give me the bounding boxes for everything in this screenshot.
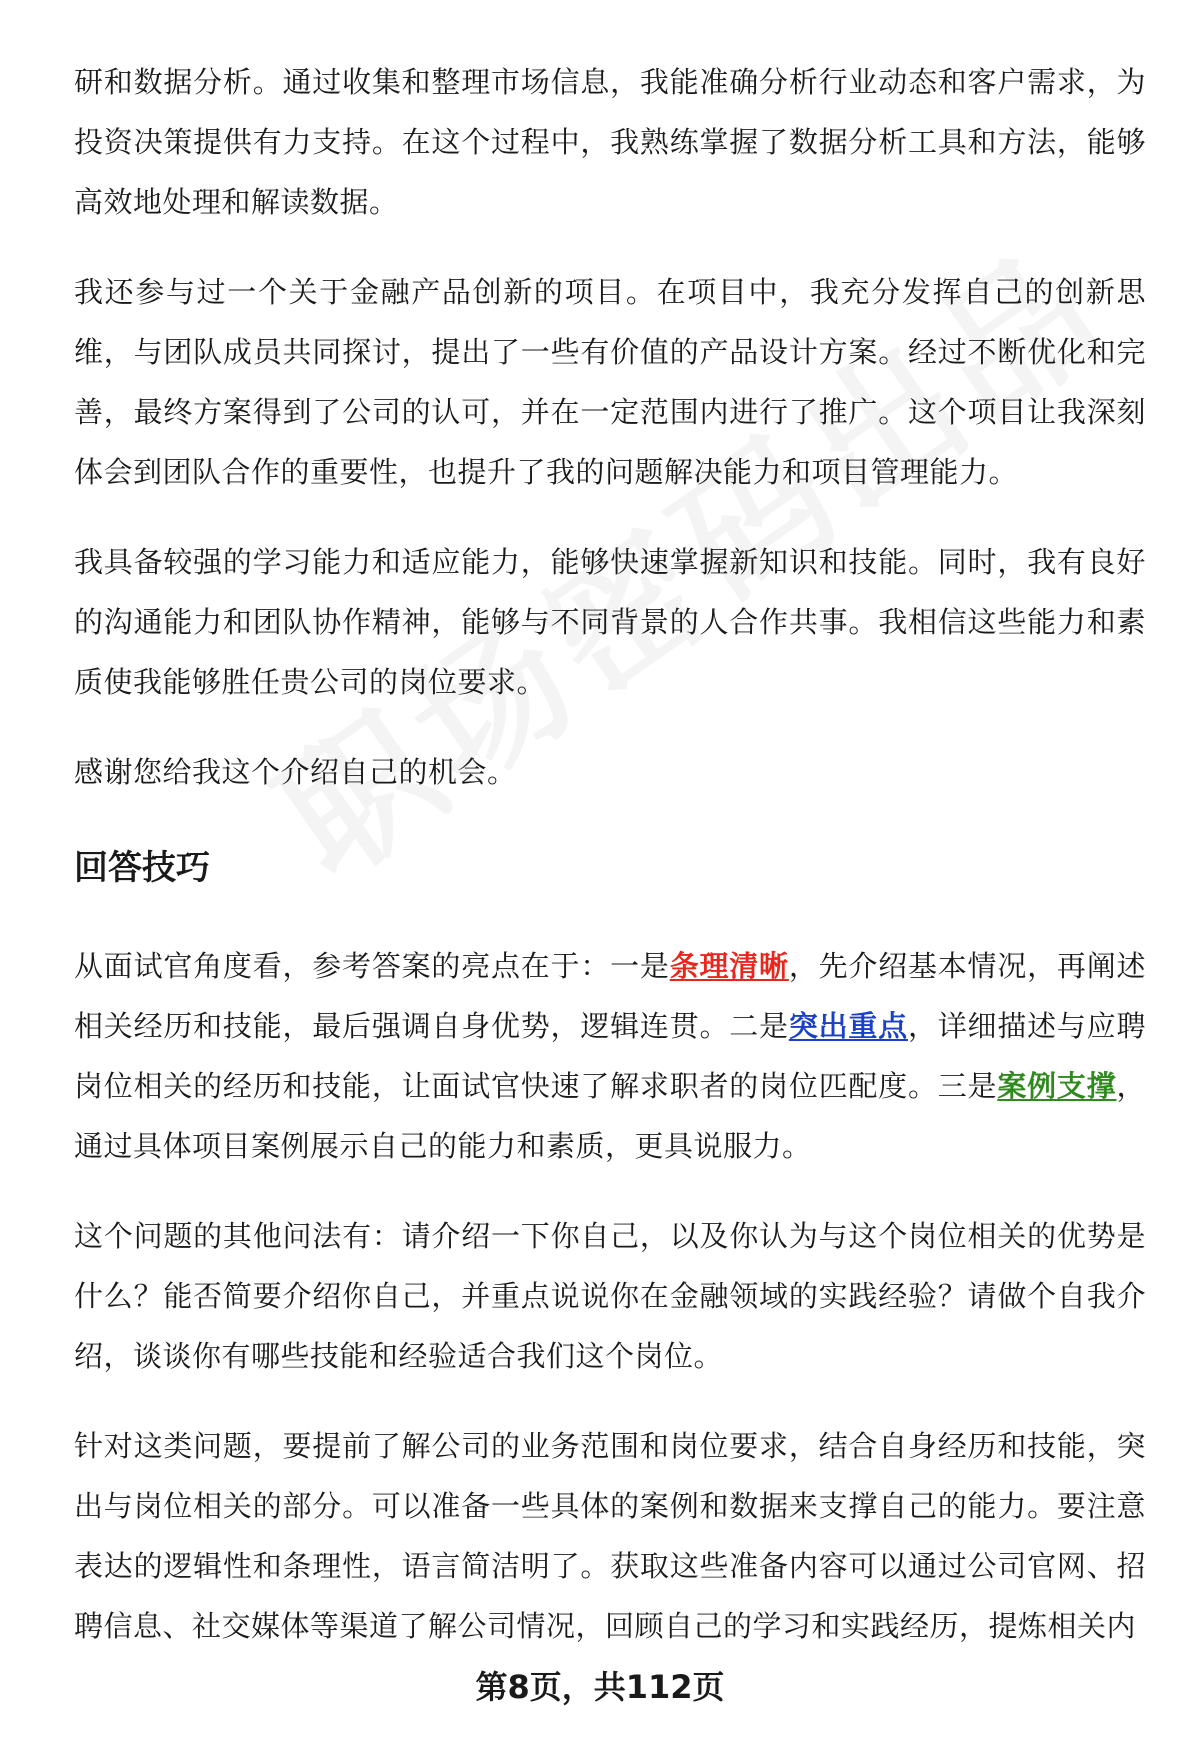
paragraph: 针对这类问题，要提前了解公司的业务范围和岗位要求，结合自身经历和技能，突出与岗位相关的部分。可以准备一些具体的案例和数据来支撑自己的能力。要注意表达的逻辑性和条理性，语言简洁明了。获取这些准备内容可以通过公司官网、招聘信息、社交媒体等渠道了解公司情况，回顾自己的学习和实践经历，提炼相关内	[74, 1429, 1146, 1643]
paragraph: 我还参与过一个关于金融产品创新的项目。在项目中，我充分发挥自己的创新思维，与团队成员共同探讨，提出了一些有价值的产品设计方案。经过不断优化和完善，最终方案得到了公司的认可，并在一定范围内进行了推广。这个项目让我深刻体会到团队合作的重要性，也提升了我的问题解决能力和项目管理能力。	[74, 275, 1146, 489]
page-number-footer: 第8页，共112页	[475, 1668, 725, 1706]
paragraph: 我具备较强的学习能力和适应能力，能够快速掌握新知识和技能。同时，我有良好的沟通能力和团队协作精神，能够与不同背景的人合作共事。我相信这些能力和素质使我能够胜任贵公司的岗位要求。	[74, 545, 1146, 699]
highlight-keyword: 案例支撑	[997, 1069, 1117, 1103]
section-heading: 回答技巧	[74, 848, 210, 888]
highlight-keyword: 条理清晰	[669, 949, 789, 983]
paragraph: 这个问题的其他问法有：请介绍一下你自己，以及你认为与这个岗位相关的优势是什么？能否简要介绍你自己，并重点说说你在金融领域的实践经验？请做个自我介绍，谈谈你有哪些技能和经验适合我们这个岗位。	[74, 1219, 1146, 1373]
document-page	[74, 52, 1146, 1686]
highlight-keyword: 突出重点	[788, 1009, 908, 1043]
paragraph: 研和数据分析。通过收集和整理市场信息，我能准确分析行业动态和客户需求，为投资决策提供有力支持。在这个过程中，我熟练掌握了数据分析工具和方法，能够高效地处理和解读数据。	[74, 65, 1146, 219]
paragraph: 感谢您给我这个介绍自己的机会。	[74, 755, 517, 789]
tips-text: ，先介绍基本情况，再阐述相关经历和技能，最后强调自身优势，逻辑连贯。二是	[74, 949, 1146, 1043]
tips-text: ，通过具体项目案例展示自己的能力和素质，更具说服力。	[74, 1069, 1146, 1163]
tips-text: 从面试官角度看，参考答案的亮点在于：一是	[74, 949, 670, 983]
tips-paragraph	[74, 936, 1146, 1176]
tips-text: ，详细描述与应聘岗位相关的经历和技能，让面试官快速了解求职者的岗位匹配度。三是	[74, 1009, 1146, 1103]
